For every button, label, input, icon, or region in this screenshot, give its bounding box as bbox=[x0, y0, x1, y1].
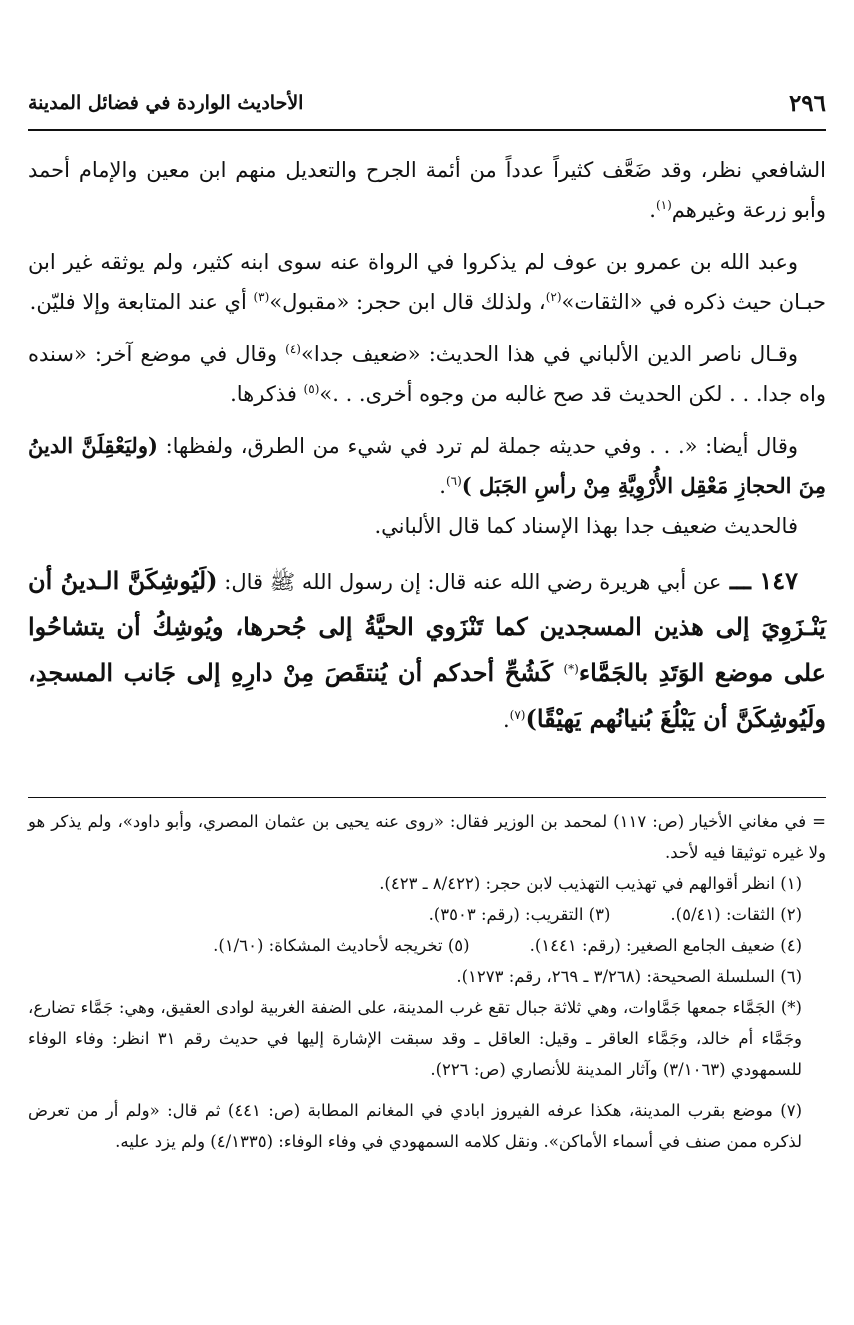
footnote-ref-4: (٤) bbox=[285, 342, 301, 356]
footnote-row-4-5 bbox=[28, 930, 826, 961]
footnotes bbox=[28, 806, 826, 1157]
footnote-6: (٦) السلسلة الصحيحة: (٣/٢٦٨ ـ ٢٦٩، رقم: ١٢٧٣). bbox=[456, 967, 802, 986]
footnote-ref-star: (*) bbox=[563, 662, 579, 676]
page-number: ٢٩٦ bbox=[788, 89, 826, 117]
footnote-7: (٧) موضع بقرب المدينة، هكذا عرفه الفيروز ابادي في المغانم المطابة (ص: ٤٤١) ثم قال: «ولم أر من تعرض لذكره ممن صنف في أسماء الأماكن». ونقل كلامه السمهودي في وفاء الوفاء: (٤/١٣٣٥) ولم يزد عليه. bbox=[28, 1101, 802, 1151]
hadith-isnad: عن أبي هريرة رضي الله عنه قال: إن رسول الله ﷺ قال: bbox=[217, 570, 722, 594]
footnote-ref-2: (٢) bbox=[545, 290, 562, 304]
footnote-rule bbox=[28, 797, 826, 798]
paragraph-1: الشافعي نظر، وقد ضَعَّف كثيراً عدداً من أئمة الجرح والتعديل منهم ابن معين والإمام أحمد وأبو زرعة وغيرهم$^{(١)}$. bbox=[28, 158, 826, 222]
running-title: الأحاديث الواردة في فضائل المدينة bbox=[28, 92, 304, 114]
footnote-5: (٥) تخريجه لأحاديث المشكاة: (١/٦٠). bbox=[213, 936, 470, 955]
footnote-ref-1: (١) bbox=[655, 198, 672, 212]
hadith-number: ١٤٧ bbox=[759, 566, 798, 595]
main-text bbox=[28, 150, 826, 754]
footnote-ref-5: (٥) bbox=[303, 382, 320, 396]
footnote-row-2-3 bbox=[28, 899, 826, 930]
footnote-star: (*) الجَمَّاء جمعها جَمَّاوات، وهي ثلاثة جبال تقع غرب المدينة، على الضفة الغربية لوادى العقيق، وهي: جَمَّاء تضارع، وجَمَّاء أم خالد، وجَمَّاء العاقر ـ وقيل: العاقل ـ وقد سبقت الإشارة إليها في حديث رقم ٣١ انظر: وفاء الوفاء للسمهودي (٣/١٠٦٣) وآثار المدينة للأنصاري (ص: ٢٢٦). bbox=[28, 998, 803, 1079]
footnote-ref-3: (٣) bbox=[253, 290, 270, 304]
footnote-ref-6: (٦) bbox=[445, 474, 462, 488]
hadith-147: ١٤٧ ـــ عن أبي هريرة رضي الله عنه قال: إن رسول الله ﷺ قال: (لَيُوشِكَنَّ الـدينُ أن يَنْـزَوِيَ إلى هذين المسجدين كما تَنْزَوي الحيَّةُ إلى جُحرها، ويُوشِكُ أن يتشاحُوا على موضع الوَتَدِ بالجَمَّاء(*) كَشُحِّ أحدكم أن يُنتقَصَ مِنْ دارِهِ إلى جَانب المسجدِ، ولَيُوشِكَنَّ أن يَبْلُغَ بُنيانُهم يَهيْقًا)$^{(٧)}$. bbox=[28, 566, 826, 733]
quoted-wording: (وليَعْقِلَنَّ الدينُ مِنَ الحجازِ مَعْقِل الأُرْوِيَّةِ مِنْ رأسِ الجَبَل ) bbox=[28, 433, 826, 498]
footnote-ref-7: (٧) bbox=[509, 708, 526, 722]
footnote-continuation: = في مغاني الأخيار (ص: ١١٧) لمحمد بن الوزير فقال: «روى عنه يحيى بن عثمان المصري، وأبو داود»، ولم يذكر هو ولا غيره توثيقا فيه لأحد. bbox=[28, 812, 826, 862]
paragraph-4: وقال أيضا: «. . . وفي حديثه جملة لم ترد في شيء من الطرق، ولفظها: (وليَعْقِلَنَّ الدينُ مِنَ الحجازِ مَعْقِل الأُرْوِيَّةِ مِنْ رأسِ الجَبَل )$^{(٦)}$. bbox=[28, 433, 826, 498]
hadith-text-cont: كَشُحِّ أحدكم أن يُنتقَصَ مِنْ دارِهِ إلى جَانب المسجدِ، ولَيُوشِكَنَّ أن يَبْلُغَ بُنيانُهم يَهيْقًا) bbox=[28, 658, 826, 733]
page-header bbox=[28, 86, 826, 120]
hadith-text: (لَيُوشِكَنَّ الـدينُ أن يَنْـزَوِيَ إلى هذين المسجدين كما تَنْزَوي الحيَّةُ إلى جُحرها، ويُوشِكُ أن يتشاحُوا على موضع الوَتَدِ بالجَمَّاء bbox=[28, 566, 826, 687]
paragraph-3: وقـال ناصر الدين الألباني في هذا الحديث: «ضعيف جدا»$^{(٤)}$ وقال في موضع آخر: «سنده واه جدا. . . لكن الحديث قد صح غالبه من وجوه أخرى. . .»$^{(٥)}$ فذكرها. bbox=[28, 342, 826, 406]
paragraph-5: فالحديث ضعيف جدا بهذا الإسناد كما قال الألباني. bbox=[374, 514, 798, 538]
footnote-2: (٢) الثقات: (٥/٤١). bbox=[670, 905, 802, 924]
footnote-3: (٣) التقريب: (رقم: ٣٥٠٣). bbox=[428, 905, 611, 924]
footnote-4: (٤) ضعيف الجامع الصغير: (رقم: ١٤٤١). bbox=[529, 936, 802, 955]
footnote-1: (١) انظر أقوالهم في تهذيب التهذيب لابن حجر: (٨/٤٢٢ ـ ٤٢٣). bbox=[379, 874, 802, 893]
paragraph-2: وعبد الله بن عمرو بن عوف لم يذكروا في الرواة عنه سوى ابنه كثير، ولم يوثقه غير ابن حبـان حيث ذكره في «الثقات»$^{(٢)}$، ولذلك قال ابن حجر: «مقبول»$^{(٣)}$ أي عند المتابعة وإلا فليّن. bbox=[28, 250, 826, 314]
header-rule bbox=[28, 129, 826, 131]
